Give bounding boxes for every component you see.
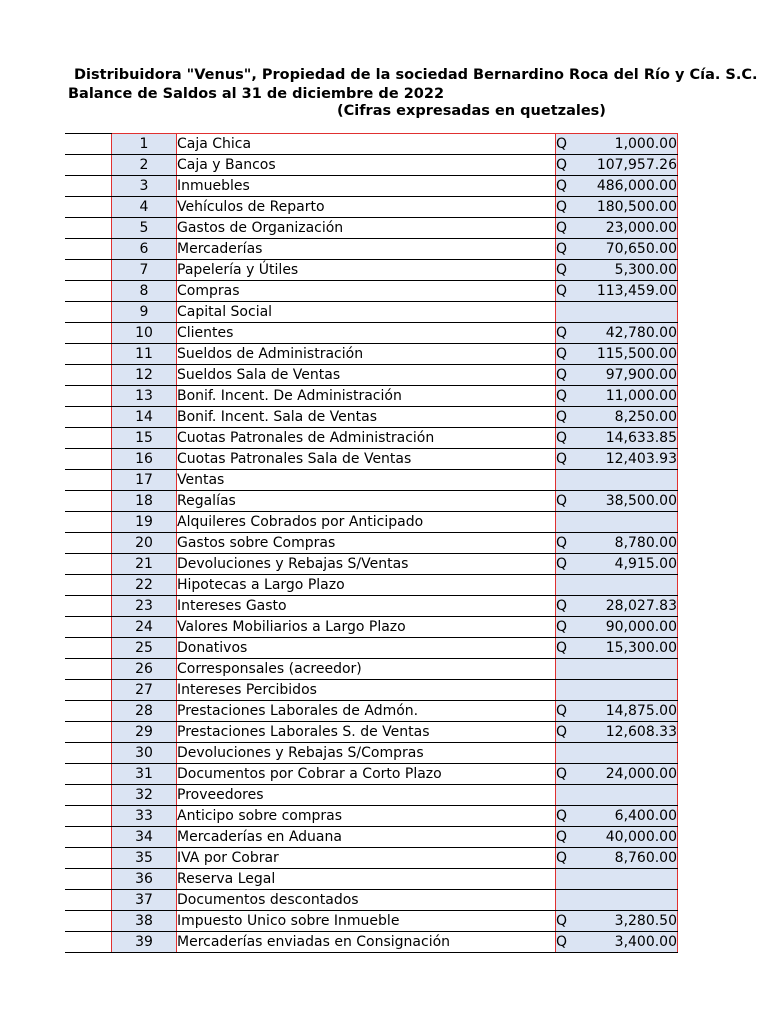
currency-symbol: Q [556,176,590,197]
currency-symbol [556,869,590,890]
account-number: 19 [112,512,177,533]
account-amount: 12,403.93 [589,449,678,470]
account-name: Intereses Percibidos [177,680,556,701]
account-number: 24 [112,617,177,638]
account-amount: 14,875.00 [589,701,678,722]
account-name: Donativos [177,638,556,659]
table-row [65,659,678,680]
table-row [65,323,678,344]
row-margin-cell [65,491,112,512]
account-name: Caja y Bancos [177,155,556,176]
currency-symbol: Q [556,365,590,386]
row-margin-cell [65,743,112,764]
table-row [65,533,678,554]
currency-symbol [556,680,590,701]
account-amount: 3,280.50 [589,911,678,932]
account-amount: 3,400.00 [589,932,678,953]
row-margin-cell [65,554,112,575]
account-name: Gastos sobre Compras [177,533,556,554]
currency-symbol: Q [556,533,590,554]
currency-symbol: Q [556,932,590,953]
row-margin-cell [65,533,112,554]
account-amount [589,785,678,806]
row-margin-cell [65,764,112,785]
account-name: Devoluciones y Rebajas S/Ventas [177,554,556,575]
currency-symbol [556,470,590,491]
account-name: Prestaciones Laborales de Admón. [177,701,556,722]
account-name: Documentos por Cobrar a Corto Plazo [177,764,556,785]
account-amount: 486,000.00 [589,176,678,197]
row-margin-cell [65,239,112,260]
account-number: 33 [112,806,177,827]
account-amount: 42,780.00 [589,323,678,344]
account-amount: 24,000.00 [589,764,678,785]
row-margin-cell [65,449,112,470]
account-amount [589,512,678,533]
table-row [65,911,678,932]
account-number: 29 [112,722,177,743]
row-margin-cell [65,344,112,365]
account-number: 6 [112,239,177,260]
account-amount: 23,000.00 [589,218,678,239]
row-margin-cell [65,680,112,701]
row-margin-cell [65,869,112,890]
account-name: Regalías [177,491,556,512]
account-number: 28 [112,701,177,722]
table-row [65,512,678,533]
account-amount: 4,915.00 [589,554,678,575]
account-number: 5 [112,218,177,239]
table-row [65,785,678,806]
account-amount: 11,000.00 [589,386,678,407]
account-number: 30 [112,743,177,764]
account-amount: 14,633.85 [589,428,678,449]
currency-symbol [556,575,590,596]
row-margin-cell [65,806,112,827]
table-row [65,701,678,722]
table-row [65,386,678,407]
table-row [65,596,678,617]
table-row [65,428,678,449]
row-margin-cell [65,407,112,428]
row-margin-cell [65,575,112,596]
row-margin-cell [65,218,112,239]
account-number: 37 [112,890,177,911]
currency-symbol: Q [556,239,590,260]
table-row [65,575,678,596]
balance-table-body [65,134,678,953]
account-number: 4 [112,197,177,218]
account-number: 21 [112,554,177,575]
balance-subtitle: Balance de Saldos al 31 de diciembre de 2022 [68,86,445,102]
account-amount: 90,000.00 [589,617,678,638]
account-name: Mercaderías [177,239,556,260]
currency-symbol [556,512,590,533]
row-margin-cell [65,890,112,911]
table-row [65,680,678,701]
row-margin-cell [65,428,112,449]
table-row [65,932,678,953]
account-amount: 107,957.26 [589,155,678,176]
account-number: 9 [112,302,177,323]
currency-symbol: Q [556,722,590,743]
account-amount [589,890,678,911]
account-amount: 8,760.00 [589,848,678,869]
row-margin-cell [65,617,112,638]
row-margin-cell [65,785,112,806]
row-margin-cell [65,302,112,323]
account-name: Sueldos de Administración [177,344,556,365]
row-margin-cell [65,134,112,155]
account-number: 34 [112,827,177,848]
currency-symbol [556,785,590,806]
currency-symbol: Q [556,491,590,512]
table-row [65,449,678,470]
account-name: Bonif. Incent. De Administración [177,386,556,407]
table-row [65,470,678,491]
currency-symbol: Q [556,449,590,470]
row-margin-cell [65,365,112,386]
balance-table [65,133,678,953]
account-amount: 5,300.00 [589,260,678,281]
row-margin-cell [65,155,112,176]
row-margin-cell [65,281,112,302]
account-number: 17 [112,470,177,491]
account-name: Ventas [177,470,556,491]
table-row [65,302,678,323]
currency-symbol: Q [556,281,590,302]
account-name: Valores Mobiliarios a Largo Plazo [177,617,556,638]
table-row [65,638,678,659]
currency-note: (Cifras expresadas en quetzales) [337,103,606,119]
account-name: Proveedores [177,785,556,806]
account-name: Clientes [177,323,556,344]
currency-symbol: Q [556,386,590,407]
table-row [65,491,678,512]
table-row [65,407,678,428]
account-amount: 115,500.00 [589,344,678,365]
account-amount: 15,300.00 [589,638,678,659]
account-amount [589,680,678,701]
currency-symbol [556,302,590,323]
row-margin-cell [65,512,112,533]
row-margin-cell [65,470,112,491]
account-name: Corresponsales (acreedor) [177,659,556,680]
account-number: 16 [112,449,177,470]
currency-symbol: Q [556,617,590,638]
account-name: Caja Chica [177,134,556,155]
account-number: 32 [112,785,177,806]
account-number: 26 [112,659,177,680]
account-name: Capital Social [177,302,556,323]
currency-symbol [556,659,590,680]
account-number: 25 [112,638,177,659]
currency-symbol: Q [556,806,590,827]
table-row [65,239,678,260]
currency-symbol: Q [556,911,590,932]
account-amount: 180,500.00 [589,197,678,218]
row-margin-cell [65,176,112,197]
table-row [65,218,678,239]
currency-symbol [556,890,590,911]
account-amount [589,470,678,491]
account-number: 22 [112,575,177,596]
account-name: IVA por Cobrar [177,848,556,869]
account-number: 13 [112,386,177,407]
account-amount: 8,780.00 [589,533,678,554]
account-number: 27 [112,680,177,701]
account-name: Mercaderías enviadas en Consignación [177,932,556,953]
account-name: Reserva Legal [177,869,556,890]
account-amount [589,575,678,596]
account-name: Impuesto Unico sobre Inmueble [177,911,556,932]
account-name: Cuotas Patronales de Administración [177,428,556,449]
account-number: 15 [112,428,177,449]
table-row [65,344,678,365]
currency-symbol: Q [556,134,590,155]
account-number: 18 [112,491,177,512]
currency-symbol: Q [556,428,590,449]
account-number: 3 [112,176,177,197]
table-row [65,848,678,869]
row-margin-cell [65,827,112,848]
row-margin-cell [65,659,112,680]
table-row [65,176,678,197]
table-row [65,134,678,155]
account-number: 36 [112,869,177,890]
account-name: Mercaderías en Aduana [177,827,556,848]
table-row [65,365,678,386]
account-name: Devoluciones y Rebajas S/Compras [177,743,556,764]
account-name: Documentos descontados [177,890,556,911]
account-amount: 1,000.00 [589,134,678,155]
account-number: 8 [112,281,177,302]
account-name: Bonif. Incent. Sala de Ventas [177,407,556,428]
currency-symbol: Q [556,827,590,848]
row-margin-cell [65,386,112,407]
row-margin-cell [65,260,112,281]
account-name: Prestaciones Laborales S. de Ventas [177,722,556,743]
account-amount [589,743,678,764]
account-amount: 40,000.00 [589,827,678,848]
row-margin-cell [65,596,112,617]
account-amount: 113,459.00 [589,281,678,302]
currency-symbol [556,743,590,764]
account-amount: 12,608.33 [589,722,678,743]
account-amount [589,869,678,890]
currency-symbol: Q [556,554,590,575]
row-margin-cell [65,701,112,722]
account-amount: 38,500.00 [589,491,678,512]
row-margin-cell [65,848,112,869]
account-number: 7 [112,260,177,281]
account-name: Intereses Gasto [177,596,556,617]
account-number: 23 [112,596,177,617]
account-number: 10 [112,323,177,344]
row-margin-cell [65,638,112,659]
table-row [65,722,678,743]
row-margin-cell [65,197,112,218]
table-row [65,743,678,764]
table-row [65,869,678,890]
account-name: Alquileres Cobrados por Anticipado [177,512,556,533]
table-row [65,806,678,827]
account-amount: 97,900.00 [589,365,678,386]
currency-symbol: Q [556,596,590,617]
table-row [65,155,678,176]
table-row [65,617,678,638]
account-amount [589,659,678,680]
account-name: Hipotecas a Largo Plazo [177,575,556,596]
account-amount: 8,250.00 [589,407,678,428]
account-number: 12 [112,365,177,386]
row-margin-cell [65,323,112,344]
account-name: Cuotas Patronales Sala de Ventas [177,449,556,470]
currency-symbol: Q [556,848,590,869]
currency-symbol: Q [556,701,590,722]
account-name: Anticipo sobre compras [177,806,556,827]
currency-symbol: Q [556,197,590,218]
account-amount: 70,650.00 [589,239,678,260]
account-number: 39 [112,932,177,953]
currency-symbol: Q [556,638,590,659]
account-number: 35 [112,848,177,869]
table-row [65,281,678,302]
account-number: 2 [112,155,177,176]
document-title: Distribuidora "Venus", Propiedad de la sociedad Bernardino Roca del Río y Cía. S.C. [74,67,758,83]
account-number: 31 [112,764,177,785]
account-name: Inmuebles [177,176,556,197]
table-row [65,260,678,281]
account-number: 11 [112,344,177,365]
account-amount: 28,027.83 [589,596,678,617]
account-name: Sueldos Sala de Ventas [177,365,556,386]
account-amount: 6,400.00 [589,806,678,827]
row-margin-cell [65,932,112,953]
account-name: Vehículos de Reparto [177,197,556,218]
account-name: Gastos de Organización [177,218,556,239]
currency-symbol: Q [556,344,590,365]
currency-symbol: Q [556,218,590,239]
table-row [65,827,678,848]
table-row [65,890,678,911]
currency-symbol: Q [556,407,590,428]
account-name: Compras [177,281,556,302]
account-number: 20 [112,533,177,554]
table-row [65,197,678,218]
row-margin-cell [65,722,112,743]
currency-symbol: Q [556,764,590,785]
account-number: 1 [112,134,177,155]
row-margin-cell [65,911,112,932]
currency-symbol: Q [556,155,590,176]
currency-symbol: Q [556,260,590,281]
account-name: Papelería y Útiles [177,260,556,281]
table-row [65,764,678,785]
account-number: 38 [112,911,177,932]
currency-symbol: Q [556,323,590,344]
account-number: 14 [112,407,177,428]
table-row [65,554,678,575]
account-amount [589,302,678,323]
